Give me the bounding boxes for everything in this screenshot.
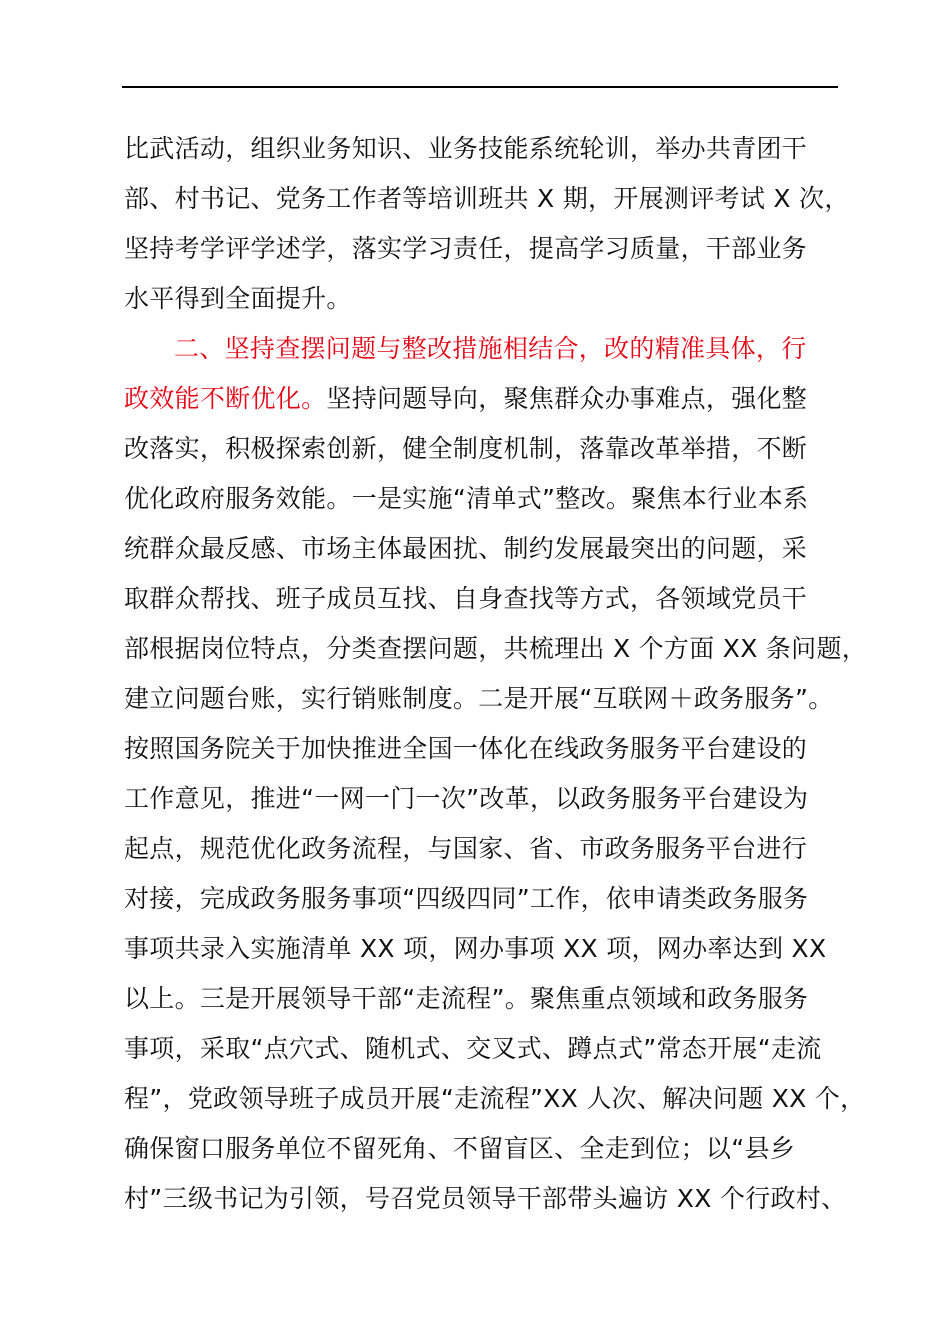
section-2-body-line: 事项，采取“点穴式、随机式、交叉式、蹲点式”常态开展“走流 xyxy=(124,1034,822,1063)
section-2-body-line: 按照国务院关于加快推进全国一体化在线政务服务平台建设的 xyxy=(124,734,808,763)
section-2-body-start: 坚持问题导向，聚焦群众办事难点，强化整 xyxy=(326,384,808,413)
section-2-body-line: 工作意见，推进“一网一门一次”改革，以政务服务平台建设为 xyxy=(124,784,809,813)
section-2-body-line: 取群众帮找、班子成员互找、自身查找等方式，各领域党员干 xyxy=(124,584,808,613)
section-2-body-line: 程”，党政领导班子成员开展“走流程”XX 人次、解决问题 XX 个， xyxy=(124,1084,866,1113)
paragraph-1-line-1: 比武活动，组织业务知识、业务技能系统轮训，举办共青团干 xyxy=(124,134,808,163)
section-2-body-line: 统群众最反感、市场主体最困扰、制约发展最突出的问题，采 xyxy=(124,534,808,563)
section-2-body-line: 事项共录入实施清单 XX 项，网办事项 XX 项，网办率达到 XX xyxy=(124,934,827,963)
paragraph-1-line-2: 部、村书记、党务工作者等培训班共 X 期，开展测评考试 X 次， xyxy=(124,184,850,213)
section-2-heading-text: 二、坚持查摆问题与整改措施相结合，改的精准具体，行 xyxy=(174,334,807,363)
section-2-body-line: 优化政府服务效能。一是实施“清单式”整改。聚焦本行业本系 xyxy=(124,484,809,513)
paragraph-1-line-4: 水平得到全面提升。 xyxy=(124,284,352,313)
section-2-heading-text-end: 政效能不断优化。 xyxy=(124,384,327,413)
section-2-line-2 xyxy=(124,374,844,424)
section-2-body-line: 起点，规范优化政务流程，与国家、省、市政务服务平台进行 xyxy=(124,834,808,863)
section-2-body-line: 改落实，积极探索创新，健全制度机制，落靠改革举措，不断 xyxy=(124,434,808,463)
section-2-body-line: 对接，完成政务服务事项“四级四同”工作，依申请类政务服务 xyxy=(124,884,809,913)
section-2-body-line: 建立问题台账，实行销账制度。二是开展“互联网＋政务服务”。 xyxy=(124,684,834,713)
header-rule xyxy=(122,86,838,88)
section-2-body-line: 确保窗口服务单位不留死角、不留盲区、全走到位；以“县乡 xyxy=(124,1134,796,1163)
section-2-body-line: 部根据岗位特点，分类查摆问题，共梳理出 X 个方面 XX 条问题， xyxy=(124,634,868,663)
section-2-body-line: 以上。三是开展领导干部“走流程”。聚焦重点领域和政务服务 xyxy=(124,984,809,1013)
section-2-body-line: 村”三级书记为引领，号召党员领导干部带头遍访 XX 个行政村、 xyxy=(124,1184,847,1213)
paragraph-1-line-3: 坚持考学评学述学，落实学习责任，提高学习质量，干部业务 xyxy=(124,234,808,263)
section-2-heading-line-1 xyxy=(174,324,894,374)
